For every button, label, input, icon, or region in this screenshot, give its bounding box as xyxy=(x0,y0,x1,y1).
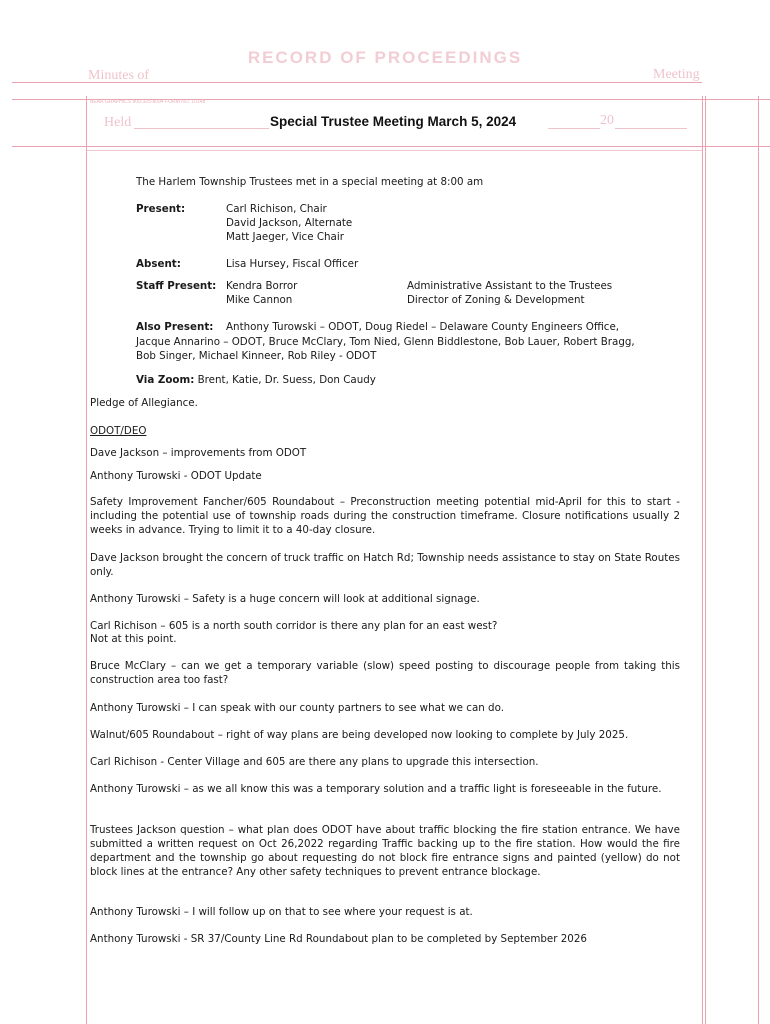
form-margin-right-2 xyxy=(705,96,706,1024)
form-held-underline xyxy=(134,128,269,129)
absent-name: Lisa Hursey, Fiscal Officer xyxy=(226,258,359,270)
form-margin-right xyxy=(702,96,703,1024)
paragraph-6a: Carl Richison – 605 is a north south corridor is there any plan for an east west? xyxy=(90,620,498,632)
form-held: Held xyxy=(104,115,132,130)
absent-label: Absent: xyxy=(136,258,181,270)
paragraph-5: Anthony Turowski – Safety is a huge concern will look at additional signage. xyxy=(90,593,480,605)
form-rule-held-inner xyxy=(86,150,702,151)
paragraph-8: Anthony Turowski – I can speak with our county partners to see what we can do. xyxy=(90,702,504,714)
form-title: RECORD OF PROCEEDINGS xyxy=(247,48,523,67)
paragraph-2: Anthony Turowski - ODOT Update xyxy=(90,470,262,482)
present-name-2: David Jackson, Alternate xyxy=(226,217,353,229)
paragraph-9: Walnut/605 Roundabout – right of way plans are being developed now looking to complete by July 2025. xyxy=(90,729,629,741)
section-heading: ODOT/DEO xyxy=(90,425,147,437)
also-present-label: Also Present: xyxy=(136,321,214,333)
form-publisher: BEAR GRAPHICS 800-325-8094 FORM NO. 10148 xyxy=(90,99,206,105)
paragraph-10: Carl Richison - Center Village and 605 are there any plans to upgrade this intersection. xyxy=(90,756,539,768)
paragraph-7: Bruce McClary – can we get a temporary variable (slow) speed posting to discourage people from taking this construction area too fast? xyxy=(90,660,680,686)
via-zoom-names: Brent, Katie, Dr. Suess, Don Caudy xyxy=(197,374,376,386)
intro-text: The Harlem Township Trustees met in a special meeting at 8:00 am xyxy=(136,176,484,188)
meeting-heading: Special Trustee Meeting March 5, 2024 xyxy=(270,114,517,129)
also-present-line-2: Jacque Annarino – ODOT, Bruce McClary, Tom Nied, Glenn Biddlestone, Bob Lauer, Robert Bragg, xyxy=(136,336,635,348)
staff-role-1: Administrative Assistant to the Trustees xyxy=(407,280,613,292)
paragraph-14: Anthony Turowski - SR 37/County Line Rd Roundabout plan to be completed by September 2026 xyxy=(90,933,587,945)
present-name-1: Carl Richison, Chair xyxy=(226,203,327,215)
paragraph-11: Anthony Turowski – as we all know this was a temporary solution and a traffic light is foreseeable in the future. xyxy=(90,783,662,795)
paragraph-4: Dave Jackson brought the concern of truck traffic on Hatch Rd; Township needs assistance to stay on State Routes only. xyxy=(90,552,680,578)
paragraph-13: Anthony Turowski – I will follow up on that to see where your request is at. xyxy=(90,906,473,918)
via-zoom-label: Via Zoom: xyxy=(136,374,195,386)
also-present-line-1: Anthony Turowski – ODOT, Doug Riedel – Delaware County Engineers Office, xyxy=(226,321,620,333)
also-present-line-3: Bob Singer, Michael Kinneer, Rob Riley - ODOT xyxy=(136,350,377,362)
via-zoom xyxy=(136,373,376,387)
paragraph-1: Dave Jackson – improvements from ODOT xyxy=(90,447,307,459)
present-name-3: Matt Jaeger, Vice Chair xyxy=(226,231,344,243)
form-year-prefix: 20 xyxy=(600,113,614,128)
form-rule-held xyxy=(12,146,770,147)
paragraph-6b: Not at this point. xyxy=(90,633,177,645)
present-label: Present: xyxy=(136,203,186,215)
pledge: Pledge of Allegiance. xyxy=(90,397,198,409)
form-edge-right xyxy=(758,96,759,1024)
form-year-underline-b xyxy=(615,128,687,129)
form-minutes-of: Minutes of xyxy=(88,68,150,83)
paragraph-3: Safety Improvement Fancher/605 Roundabout – Preconstruction meeting potential mid-April for this to start - including the potential use of township roads during the construction timeframe. Closure notifications usually 2 weeks in advance. Trying to limit it to a 40-day closure. xyxy=(90,496,680,536)
form-margin-left xyxy=(86,96,87,1024)
staff-role-2: Director of Zoning & Development xyxy=(407,294,585,306)
form-year-underline-a xyxy=(548,128,600,129)
staff-name-1: Kendra Borror xyxy=(226,280,298,292)
staff-label: Staff Present: xyxy=(136,280,217,292)
form-meeting: Meeting xyxy=(653,67,700,82)
staff-name-2: Mike Cannon xyxy=(226,294,293,306)
paragraph-12: Trustees Jackson question – what plan does ODOT have about traffic blocking the fire station entrance. We have submitted a written request on Oct 26,2022 regarding Traffic backing up to the fire station. How would the fire department and the township go about requesting do not block fire entrance signs and painted (yellow) do not block lines at the entrance? Any other safety techniques to prevent entrance blockage. xyxy=(90,824,680,878)
